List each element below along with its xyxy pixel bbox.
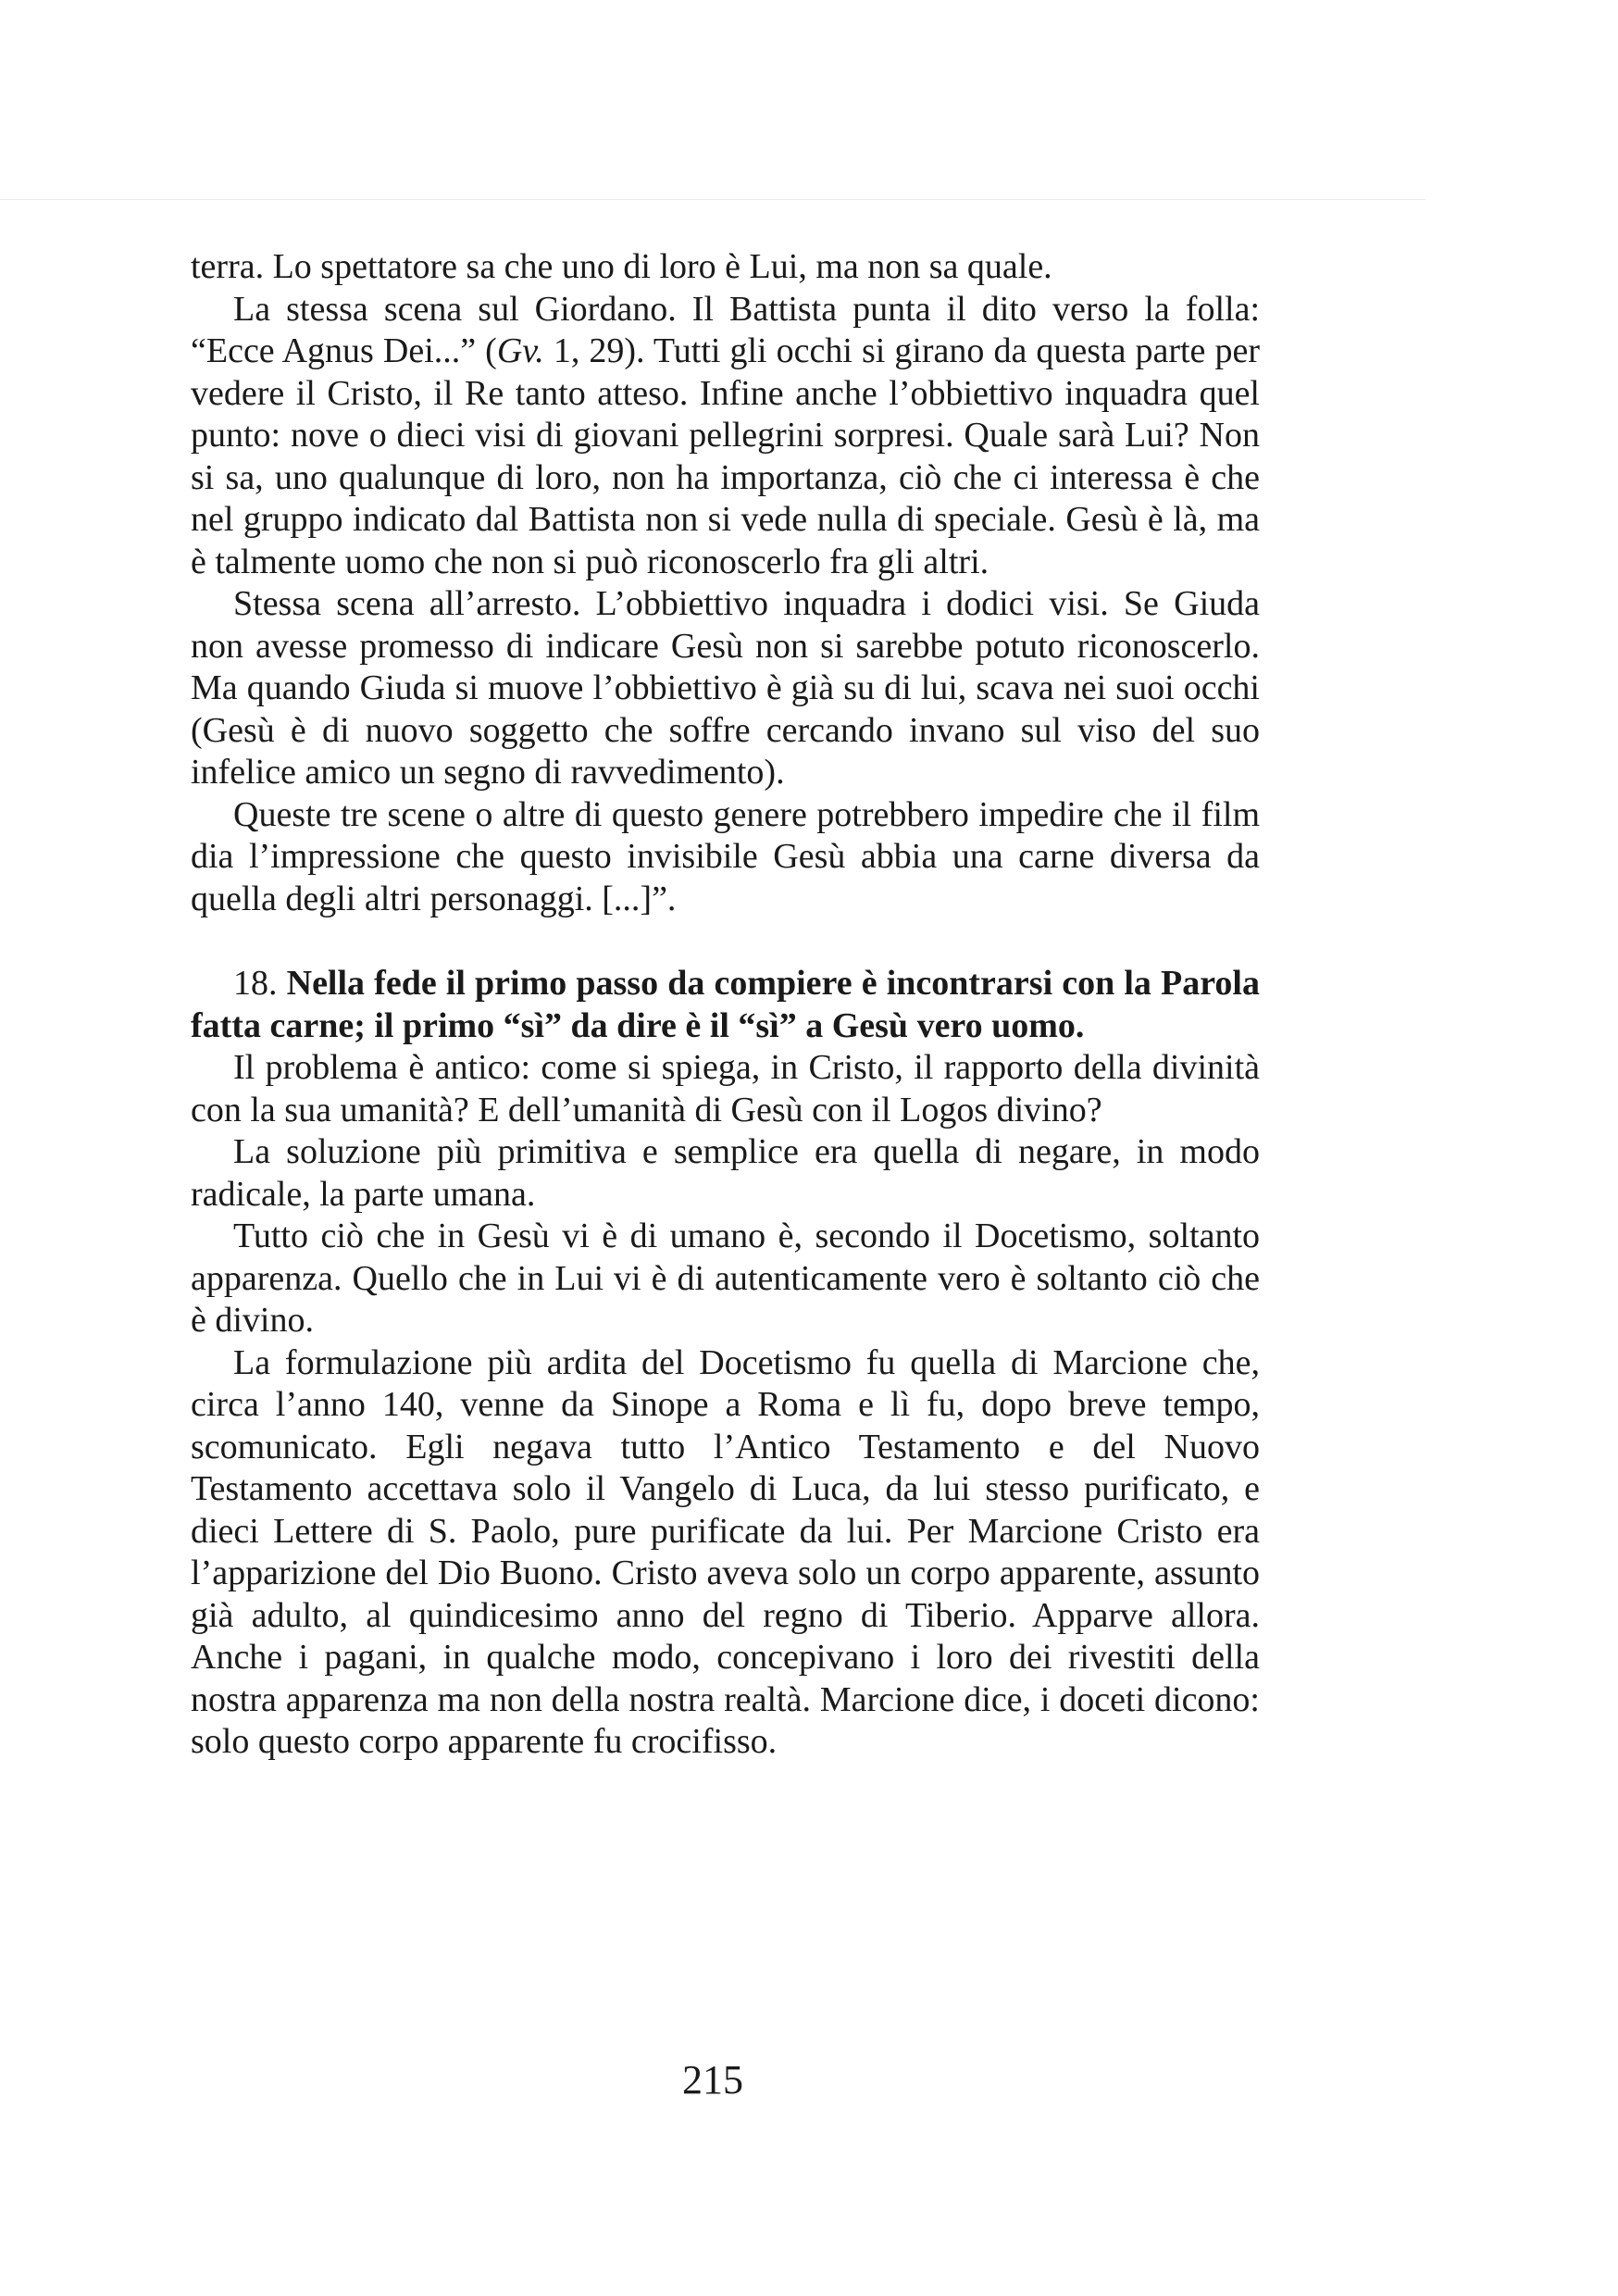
paragraph-text: La stessa scena sul Giordano. Il Battista punta il dito verso la folla: “Ecce Agnus Dei...” (	[191, 289, 1260, 370]
section-number: 18.	[233, 964, 278, 1003]
citation-abbreviation: Gv.	[496, 331, 544, 370]
page-number: 215	[682, 2057, 743, 2103]
paragraph: La soluzione più primitiva e semplice era quella di negare, in modo radicale, la parte umana.	[191, 1132, 1260, 1214]
paragraph: Tutto ciò che in Gesù vi è di umano è, secondo il Docetismo, soltanto apparenza. Quello che in Lui vi è di autenticamente vero è soltanto ciò che è divino.	[191, 1217, 1260, 1340]
paragraph	[191, 289, 1260, 584]
scan-edge-line	[0, 199, 1425, 200]
section-heading	[191, 963, 1260, 1047]
paragraph: Stessa scena all’arresto. L’obbiettivo inquadra i dodici visi. Se Giuda non avesse promesso di indicare Gesù non si sarebbe potuto riconoscerlo. Ma quando Giuda si muove l’obbiettivo è già su di lui, scava nei suoi occhi (Gesù è di nuovo soggetto che soffre cercando invano sul viso del suo infelice amico un segno di ravvedimento).	[191, 584, 1260, 792]
paragraph: Il problema è antico: come si spiega, in Cristo, il rapporto della divinità con la sua umanità? E dell’umanità di Gesù con il Logos divino?	[191, 1048, 1260, 1129]
section-title: Nella fede il primo passo da compiere è incontrarsi con la Parola fatta carne; il primo “sì” da dire è il “sì” a Gesù vero uomo.	[191, 964, 1260, 1045]
body-text	[191, 246, 1260, 1764]
paragraph: Queste tre scene o altre di questo genere potrebbero impedire che il film dia l’impressione che questo invisibile Gesù abbia una carne diversa da quella degli altri personaggi. [...]”.	[191, 794, 1260, 918]
paragraph: La formulazione più ardita del Docetismo fu quella di Marcione che, circa l’anno 140, venne da Sinope a Roma e lì fu, dopo breve tempo, scomunicato. Egli negava tutto l’Antico Testamento e del Nuovo Testamento accettava solo il Vangelo di Luca, da lui stesso purificato, e dieci Lettere di S. Paolo, pure purificate da lui. Per Marcione Cristo era l’apparizione del Dio Buono. Cristo aveva solo un corpo apparente, assunto già adulto, al quindicesimo anno del regno di Tiberio. Apparve allora. Anche i pagani, in qualche modo, concepivano i loro dei rivestiti della nostra apparenza ma non della nostra realtà. Marcione dice, i doceti dicono: solo questo corpo apparente fu crocifisso.	[191, 1342, 1260, 1761]
paragraph: terra. Lo spettatore sa che uno di loro è Lui, ma non sa quale.	[191, 247, 1052, 286]
paragraph-text: 1, 29). Tutti gli occhi si girano da questa parte per vedere il Cristo, il Re tanto atteso. Infine anche l’obbiettivo inquadra quel punto: nove o dieci visi di giovani pellegrini sorpresi. Quale sarà Lui? Non si sa, uno qualunque di loro, non ha importanza, ciò che ci interessa è che nel gruppo indicato dal Battista non si vede nulla di speciale. Gesù è là, ma è talmente uomo che non si può riconoscerlo fra gli altri.	[191, 331, 1260, 581]
